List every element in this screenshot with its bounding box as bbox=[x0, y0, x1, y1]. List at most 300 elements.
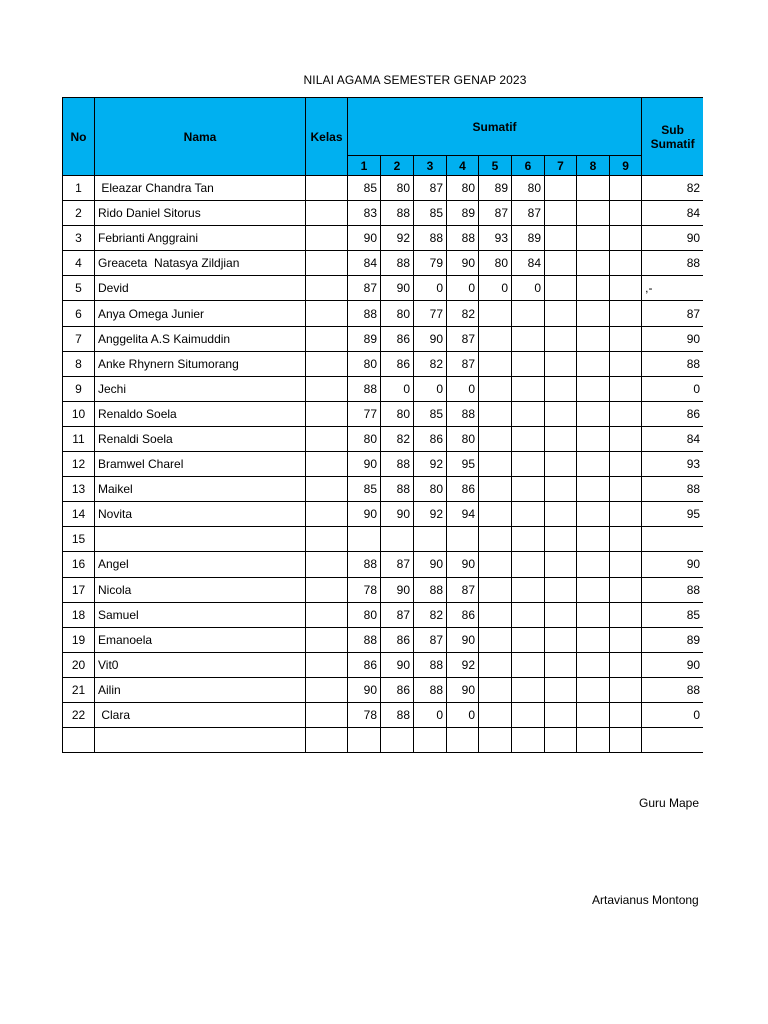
sub-sumatif-cell: 90 bbox=[642, 226, 703, 251]
score-cell: 80 bbox=[381, 176, 414, 201]
row-number: 21 bbox=[63, 677, 95, 702]
header-sub-line2: Sumatif bbox=[650, 136, 695, 151]
score-cell: 77 bbox=[414, 301, 447, 326]
score-cell bbox=[381, 728, 414, 753]
score-cell bbox=[545, 276, 577, 301]
sub-sumatif-cell: 90 bbox=[642, 552, 703, 577]
score-cell bbox=[610, 652, 642, 677]
score-cell bbox=[610, 702, 642, 727]
score-cell: 87 bbox=[348, 276, 381, 301]
score-cell bbox=[512, 502, 545, 527]
row-number: 22 bbox=[63, 702, 95, 727]
header-kelas: Kelas bbox=[306, 98, 348, 176]
sumatif-col-header: 5 bbox=[479, 156, 512, 176]
score-cell: 87 bbox=[447, 326, 479, 351]
score-cell: 90 bbox=[381, 502, 414, 527]
score-cell: 0 bbox=[414, 376, 447, 401]
student-name: Anya Omega Junier bbox=[95, 301, 306, 326]
score-cell bbox=[479, 351, 512, 376]
score-cell: 77 bbox=[348, 401, 381, 426]
student-name bbox=[95, 728, 306, 753]
score-cell bbox=[512, 376, 545, 401]
table-row bbox=[63, 301, 704, 326]
score-cell bbox=[512, 426, 545, 451]
sub-sumatif-cell: 88 bbox=[642, 251, 703, 276]
table-row bbox=[63, 577, 704, 602]
sumatif-col-header: 8 bbox=[577, 156, 610, 176]
score-cell bbox=[545, 452, 577, 477]
score-cell: 89 bbox=[479, 176, 512, 201]
row-number: 17 bbox=[63, 577, 95, 602]
score-cell bbox=[577, 702, 610, 727]
score-cell: 90 bbox=[447, 251, 479, 276]
row-number: 18 bbox=[63, 602, 95, 627]
student-class bbox=[306, 226, 348, 251]
score-cell bbox=[512, 677, 545, 702]
student-class bbox=[306, 176, 348, 201]
score-cell: 87 bbox=[381, 602, 414, 627]
score-cell bbox=[610, 577, 642, 602]
score-cell bbox=[610, 251, 642, 276]
score-cell: 88 bbox=[414, 677, 447, 702]
sub-sumatif-cell: 89 bbox=[642, 627, 703, 652]
score-cell: 90 bbox=[414, 326, 447, 351]
score-cell: 88 bbox=[447, 401, 479, 426]
sumatif-col-header: 2 bbox=[381, 156, 414, 176]
score-cell bbox=[479, 426, 512, 451]
score-cell: 79 bbox=[414, 251, 447, 276]
sub-sumatif-cell: 82 bbox=[642, 176, 703, 201]
score-cell: 80 bbox=[381, 401, 414, 426]
header-nama: Nama bbox=[95, 98, 306, 176]
score-cell bbox=[610, 201, 642, 226]
score-cell bbox=[610, 527, 642, 552]
footer-role: Guru Mape bbox=[639, 796, 700, 810]
score-cell: 80 bbox=[348, 351, 381, 376]
score-cell bbox=[479, 326, 512, 351]
row-number: 5 bbox=[63, 276, 95, 301]
score-cell bbox=[512, 301, 545, 326]
row-number: 3 bbox=[63, 226, 95, 251]
score-cell bbox=[512, 702, 545, 727]
score-cell: 92 bbox=[414, 502, 447, 527]
score-cell bbox=[577, 577, 610, 602]
score-cell bbox=[512, 452, 545, 477]
student-class bbox=[306, 426, 348, 451]
score-cell: 88 bbox=[348, 627, 381, 652]
student-class bbox=[306, 201, 348, 226]
score-cell: 84 bbox=[348, 251, 381, 276]
score-cell bbox=[479, 677, 512, 702]
score-cell bbox=[545, 477, 577, 502]
student-name: Samuel bbox=[95, 602, 306, 627]
score-cell bbox=[545, 502, 577, 527]
score-cell bbox=[577, 276, 610, 301]
sub-sumatif-cell: 95 bbox=[642, 502, 703, 527]
student-class bbox=[306, 702, 348, 727]
score-cell: 88 bbox=[348, 552, 381, 577]
score-cell: 0 bbox=[512, 276, 545, 301]
score-cell bbox=[381, 527, 414, 552]
table-row bbox=[63, 677, 704, 702]
score-cell bbox=[479, 652, 512, 677]
table-row bbox=[63, 351, 704, 376]
student-class bbox=[306, 251, 348, 276]
student-name: Ailin bbox=[95, 677, 306, 702]
score-cell bbox=[545, 301, 577, 326]
student-name: Anke Rhynern Situmorang bbox=[95, 351, 306, 376]
score-cell bbox=[512, 477, 545, 502]
score-cell bbox=[545, 326, 577, 351]
sub-sumatif-cell: 87 bbox=[642, 301, 703, 326]
score-cell: 0 bbox=[414, 276, 447, 301]
score-cell bbox=[348, 527, 381, 552]
grades-table bbox=[62, 97, 703, 753]
score-cell: 87 bbox=[414, 627, 447, 652]
score-cell bbox=[610, 326, 642, 351]
sumatif-col-header: 9 bbox=[610, 156, 642, 176]
student-name: Maikel bbox=[95, 477, 306, 502]
score-cell bbox=[545, 728, 577, 753]
score-cell bbox=[545, 652, 577, 677]
score-cell: 78 bbox=[348, 702, 381, 727]
score-cell bbox=[577, 452, 610, 477]
score-cell: 90 bbox=[381, 276, 414, 301]
score-cell bbox=[512, 602, 545, 627]
score-cell bbox=[610, 301, 642, 326]
score-cell: 82 bbox=[414, 351, 447, 376]
sub-sumatif-cell: 88 bbox=[642, 351, 703, 376]
student-class bbox=[306, 527, 348, 552]
score-cell: 87 bbox=[381, 552, 414, 577]
student-name bbox=[95, 527, 306, 552]
score-cell: 78 bbox=[348, 577, 381, 602]
sub-sumatif-cell: 88 bbox=[642, 677, 703, 702]
score-cell bbox=[610, 677, 642, 702]
score-cell bbox=[479, 602, 512, 627]
row-number: 9 bbox=[63, 376, 95, 401]
score-cell bbox=[577, 527, 610, 552]
student-class bbox=[306, 326, 348, 351]
score-cell: 0 bbox=[479, 276, 512, 301]
row-number: 8 bbox=[63, 351, 95, 376]
score-cell: 87 bbox=[447, 577, 479, 602]
score-cell: 80 bbox=[348, 426, 381, 451]
sub-sumatif-cell: ,- bbox=[642, 276, 703, 301]
score-cell: 83 bbox=[348, 201, 381, 226]
score-cell: 80 bbox=[512, 176, 545, 201]
score-cell bbox=[577, 201, 610, 226]
student-name: Jechi bbox=[95, 376, 306, 401]
score-cell: 86 bbox=[381, 627, 414, 652]
score-cell bbox=[577, 677, 610, 702]
sub-sumatif-cell: 93 bbox=[642, 452, 703, 477]
sub-sumatif-cell: 0 bbox=[642, 376, 703, 401]
score-cell bbox=[479, 477, 512, 502]
score-cell bbox=[610, 728, 642, 753]
header-sub-sumatif bbox=[642, 98, 703, 176]
page-title: NILAI AGAMA SEMESTER GENAP 2023 bbox=[303, 73, 527, 87]
score-cell bbox=[512, 351, 545, 376]
score-cell bbox=[545, 376, 577, 401]
score-cell: 90 bbox=[447, 677, 479, 702]
score-cell bbox=[479, 552, 512, 577]
score-cell bbox=[414, 527, 447, 552]
score-cell: 94 bbox=[447, 502, 479, 527]
score-cell: 93 bbox=[479, 226, 512, 251]
row-number: 11 bbox=[63, 426, 95, 451]
score-cell bbox=[479, 376, 512, 401]
student-name: Anggelita A.S Kaimuddin bbox=[95, 326, 306, 351]
score-cell bbox=[577, 326, 610, 351]
score-cell: 86 bbox=[381, 351, 414, 376]
table-row bbox=[63, 401, 704, 426]
student-name: Devid bbox=[95, 276, 306, 301]
score-cell bbox=[610, 401, 642, 426]
score-cell bbox=[610, 226, 642, 251]
table-row bbox=[63, 702, 704, 727]
row-number: 16 bbox=[63, 552, 95, 577]
student-name: Clara bbox=[95, 702, 306, 727]
row-number: 20 bbox=[63, 652, 95, 677]
score-cell bbox=[545, 702, 577, 727]
score-cell bbox=[577, 602, 610, 627]
student-class bbox=[306, 376, 348, 401]
score-cell: 80 bbox=[447, 176, 479, 201]
sub-sumatif-cell: 85 bbox=[642, 602, 703, 627]
score-cell bbox=[545, 552, 577, 577]
table-row bbox=[63, 426, 704, 451]
score-cell: 89 bbox=[512, 226, 545, 251]
table-row bbox=[63, 452, 704, 477]
student-class bbox=[306, 552, 348, 577]
student-class bbox=[306, 502, 348, 527]
score-cell bbox=[512, 552, 545, 577]
score-cell: 87 bbox=[447, 351, 479, 376]
score-cell: 88 bbox=[414, 226, 447, 251]
student-name: Febrianti Anggraini bbox=[95, 226, 306, 251]
score-cell: 82 bbox=[414, 602, 447, 627]
score-cell: 86 bbox=[414, 426, 447, 451]
score-cell bbox=[610, 351, 642, 376]
score-cell: 88 bbox=[381, 452, 414, 477]
score-cell: 88 bbox=[414, 652, 447, 677]
score-cell: 85 bbox=[348, 477, 381, 502]
header-sumatif: Sumatif bbox=[348, 98, 642, 156]
score-cell: 82 bbox=[381, 426, 414, 451]
score-cell bbox=[479, 728, 512, 753]
score-cell bbox=[479, 301, 512, 326]
score-cell: 80 bbox=[348, 602, 381, 627]
student-class bbox=[306, 652, 348, 677]
score-cell bbox=[610, 552, 642, 577]
score-cell bbox=[610, 276, 642, 301]
score-cell bbox=[447, 527, 479, 552]
score-cell bbox=[610, 452, 642, 477]
score-cell: 88 bbox=[381, 201, 414, 226]
score-cell bbox=[577, 251, 610, 276]
table-row bbox=[63, 326, 704, 351]
table-row bbox=[63, 201, 704, 226]
sub-sumatif-cell: 86 bbox=[642, 401, 703, 426]
sub-sumatif-cell: 84 bbox=[642, 426, 703, 451]
score-cell: 88 bbox=[348, 301, 381, 326]
score-cell bbox=[512, 577, 545, 602]
score-cell: 86 bbox=[447, 477, 479, 502]
student-class bbox=[306, 301, 348, 326]
score-cell: 90 bbox=[348, 452, 381, 477]
table-row bbox=[63, 652, 704, 677]
score-cell: 84 bbox=[512, 251, 545, 276]
student-name: Greaceta Natasya Zildjian bbox=[95, 251, 306, 276]
row-number: 2 bbox=[63, 201, 95, 226]
sumatif-col-header: 1 bbox=[348, 156, 381, 176]
student-name: Rido Daniel Sitorus bbox=[95, 201, 306, 226]
table-row bbox=[63, 176, 704, 201]
table-row bbox=[63, 552, 704, 577]
score-cell bbox=[610, 502, 642, 527]
score-cell: 0 bbox=[381, 376, 414, 401]
score-cell bbox=[545, 602, 577, 627]
sub-sumatif-cell bbox=[642, 728, 703, 753]
score-cell: 90 bbox=[348, 226, 381, 251]
student-class bbox=[306, 627, 348, 652]
row-number bbox=[63, 728, 95, 753]
score-cell bbox=[577, 301, 610, 326]
score-cell: 87 bbox=[479, 201, 512, 226]
row-number: 1 bbox=[63, 176, 95, 201]
table-container bbox=[62, 97, 703, 797]
sumatif-col-header: 4 bbox=[447, 156, 479, 176]
score-cell bbox=[512, 728, 545, 753]
student-class bbox=[306, 452, 348, 477]
score-cell bbox=[610, 176, 642, 201]
score-cell: 90 bbox=[447, 552, 479, 577]
score-cell bbox=[545, 176, 577, 201]
score-cell: 90 bbox=[348, 502, 381, 527]
table-row bbox=[63, 251, 704, 276]
score-cell: 87 bbox=[512, 201, 545, 226]
score-cell bbox=[577, 502, 610, 527]
student-class bbox=[306, 602, 348, 627]
score-cell: 85 bbox=[348, 176, 381, 201]
score-cell: 80 bbox=[414, 477, 447, 502]
score-cell bbox=[545, 251, 577, 276]
score-cell: 85 bbox=[414, 201, 447, 226]
score-cell: 92 bbox=[414, 452, 447, 477]
sumatif-col-header: 6 bbox=[512, 156, 545, 176]
score-cell: 86 bbox=[381, 677, 414, 702]
student-class bbox=[306, 577, 348, 602]
score-cell bbox=[577, 728, 610, 753]
student-name: Emanoela bbox=[95, 627, 306, 652]
score-cell bbox=[545, 677, 577, 702]
student-name: Renaldo Soela bbox=[95, 401, 306, 426]
score-cell: 80 bbox=[447, 426, 479, 451]
student-name: Vit0 bbox=[95, 652, 306, 677]
student-name: Renaldi Soela bbox=[95, 426, 306, 451]
score-cell bbox=[577, 226, 610, 251]
score-cell: 86 bbox=[381, 326, 414, 351]
score-cell bbox=[479, 627, 512, 652]
score-cell: 90 bbox=[381, 577, 414, 602]
score-cell: 88 bbox=[348, 376, 381, 401]
score-cell bbox=[577, 401, 610, 426]
score-cell: 90 bbox=[414, 552, 447, 577]
score-cell bbox=[512, 401, 545, 426]
student-name: Nicola bbox=[95, 577, 306, 602]
score-cell bbox=[348, 728, 381, 753]
score-cell bbox=[447, 728, 479, 753]
score-cell: 86 bbox=[447, 602, 479, 627]
score-cell bbox=[479, 702, 512, 727]
header-no: No bbox=[63, 98, 95, 176]
table-row bbox=[63, 477, 704, 502]
table-row bbox=[63, 226, 704, 251]
score-cell: 0 bbox=[447, 376, 479, 401]
score-cell bbox=[610, 426, 642, 451]
score-cell bbox=[512, 627, 545, 652]
score-cell: 86 bbox=[348, 652, 381, 677]
sub-sumatif-cell bbox=[642, 527, 703, 552]
score-cell: 92 bbox=[447, 652, 479, 677]
sub-sumatif-cell: 88 bbox=[642, 577, 703, 602]
score-cell bbox=[479, 577, 512, 602]
row-number: 14 bbox=[63, 502, 95, 527]
score-cell bbox=[479, 502, 512, 527]
score-cell bbox=[414, 728, 447, 753]
student-class bbox=[306, 677, 348, 702]
student-name: Bramwel Charel bbox=[95, 452, 306, 477]
score-cell: 89 bbox=[348, 326, 381, 351]
row-number: 13 bbox=[63, 477, 95, 502]
score-cell bbox=[545, 527, 577, 552]
score-cell: 87 bbox=[414, 176, 447, 201]
score-cell: 90 bbox=[348, 677, 381, 702]
score-cell: 80 bbox=[479, 251, 512, 276]
score-cell bbox=[577, 426, 610, 451]
score-cell bbox=[577, 627, 610, 652]
score-cell: 90 bbox=[381, 652, 414, 677]
score-cell bbox=[545, 577, 577, 602]
score-cell bbox=[610, 376, 642, 401]
table-row bbox=[63, 376, 704, 401]
row-number: 7 bbox=[63, 326, 95, 351]
sub-sumatif-cell: 84 bbox=[642, 201, 703, 226]
score-cell: 85 bbox=[414, 401, 447, 426]
score-cell bbox=[577, 652, 610, 677]
sumatif-col-header: 3 bbox=[414, 156, 447, 176]
student-class bbox=[306, 276, 348, 301]
sub-sumatif-cell: 90 bbox=[642, 652, 703, 677]
score-cell bbox=[577, 376, 610, 401]
score-cell bbox=[479, 452, 512, 477]
score-cell bbox=[545, 426, 577, 451]
grades-body bbox=[63, 176, 704, 753]
table-row bbox=[63, 627, 704, 652]
score-cell bbox=[577, 351, 610, 376]
table-row bbox=[63, 527, 704, 552]
score-cell bbox=[545, 627, 577, 652]
score-cell: 88 bbox=[447, 226, 479, 251]
student-class bbox=[306, 477, 348, 502]
student-class bbox=[306, 728, 348, 753]
score-cell bbox=[512, 326, 545, 351]
student-class bbox=[306, 401, 348, 426]
sub-sumatif-cell: 90 bbox=[642, 326, 703, 351]
table-row bbox=[63, 728, 704, 753]
score-cell bbox=[577, 176, 610, 201]
